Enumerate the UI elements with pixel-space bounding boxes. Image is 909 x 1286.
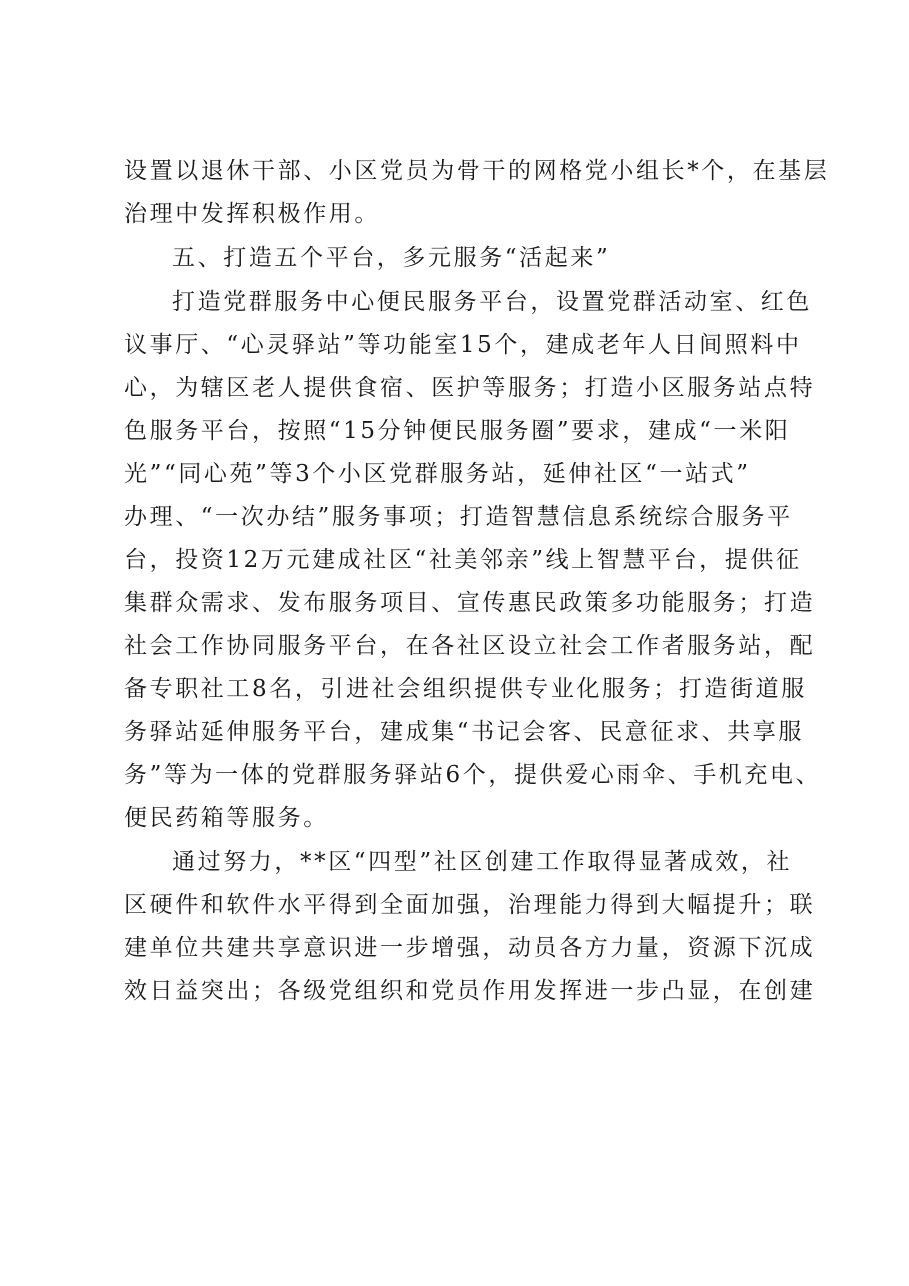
paragraph-3: [124, 841, 816, 1013]
paragraph-line: 设置以退休干部、小区党员为骨干的网格党小组长*个，在基层: [124, 158, 830, 184]
paragraph-line: 台，投资12万元建成社区“社美邻亲”线上智慧平台，提供征: [124, 547, 802, 573]
document-body: [124, 150, 830, 1013]
paragraph-line: 打造党群服务中心便民服务平台，设置党群活动室、红色: [172, 289, 812, 315]
paragraph-2: [124, 281, 822, 840]
paragraph-line: 便民药箱等服务。: [124, 805, 329, 831]
paragraph-line: 效日益突出；各级党组织和党员作用发挥进一步凸显，在创建: [124, 978, 816, 1004]
paragraph-line: 色服务平台，按照“15分钟便民服务圈”要求，建成“一米阳: [124, 418, 791, 444]
paragraph-line: 议事厅、“心灵驿站”等功能室15个，建成老年人日间照料中: [124, 332, 802, 358]
paragraph-line: 集群众需求、发布服务项目、宣传惠民政策多功能服务；打造: [124, 590, 816, 616]
paragraph-1: [124, 150, 830, 236]
paragraph-line: 光”“同心苑”等3个小区党群服务站，延伸社区“一站式”: [124, 461, 751, 487]
paragraph-line: 区硬件和软件水平得到全面加强，治理能力得到大幅提升；联: [124, 892, 816, 918]
paragraph-line: 治理中发挥积极作用。: [124, 201, 380, 227]
paragraph-line: 建单位共建共享意识进一步增强，动员各方力量，资源下沉成: [124, 935, 816, 961]
paragraph-line: 通过努力，**区“四型”社区创建工作取得显著成效，社: [172, 849, 793, 875]
paragraph-line: 务”等为一体的党群服务驿站6个，提供爱心雨伞、手机充电、: [124, 762, 822, 788]
paragraph-line: 心，为辖区老人提供食宿、医护等服务；打造小区服务站点特: [124, 375, 816, 401]
paragraph-line: 备专职社工8名，引进社会组织提供专业化服务；打造街道服: [124, 676, 807, 702]
paragraph-line: 社会工作协同服务平台，在各社区设立社会工作者服务站，配: [124, 633, 816, 659]
section-heading: 五、打造五个平台，多元服务“活起来”: [172, 245, 611, 271]
paragraph-line: 办理、“一次办结”服务事项；打造智慧信息系统综合服务平: [124, 504, 793, 530]
paragraph-line: 务驿站延伸服务平台，建成集“书记会客、民意征求、共享服: [124, 719, 804, 745]
